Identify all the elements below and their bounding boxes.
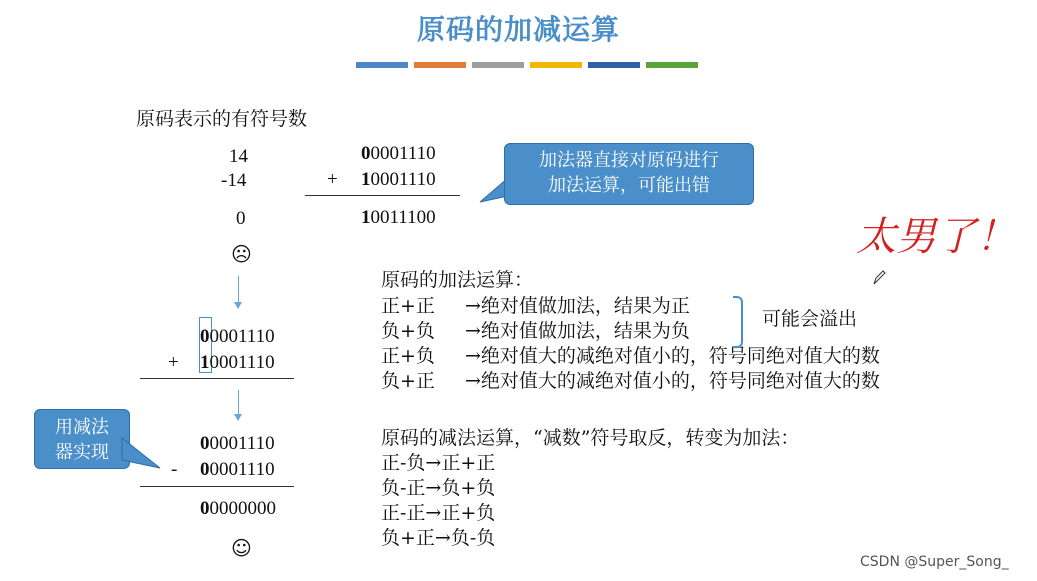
overflow-bracket xyxy=(733,296,743,348)
binary-operand-1 xyxy=(200,433,275,455)
operator-minus: - xyxy=(171,459,178,480)
magnitude-bits: 0001110 xyxy=(209,459,275,480)
callout-line: 加法运算，可能出错 xyxy=(548,175,710,196)
add-rule-text: →绝对值做加法，结果为负 xyxy=(465,320,690,342)
magnitude-bits: 0001110 xyxy=(209,433,275,454)
pen-cursor-icon xyxy=(872,270,886,286)
add-rule-text: →绝对值大的减绝对值小的，符号同绝对值大的数 xyxy=(465,370,880,392)
color-bar-5 xyxy=(588,62,640,68)
arrow-down-2-head xyxy=(234,414,242,421)
sign-bit: 0 xyxy=(200,326,210,347)
color-bar-3 xyxy=(472,62,524,68)
sub-rule: 负-正→负+负 xyxy=(381,477,496,499)
smile-face-icon: ☺ xyxy=(231,536,252,560)
callout-line: 用减法 xyxy=(55,417,109,438)
color-bar-2 xyxy=(414,62,466,68)
color-bars xyxy=(356,62,698,68)
magnitude-bits: 0000000 xyxy=(209,498,276,519)
callout-pointer xyxy=(120,436,164,470)
binary-operand-1 xyxy=(200,326,275,348)
sub-rules-heading: 原码的减法运算，“减数”符号取反，转变为加法： xyxy=(381,427,800,449)
magnitude-bits: 0001110 xyxy=(370,169,436,190)
add-rule-case: 负+负 xyxy=(381,320,435,342)
sign-bit: 1 xyxy=(361,169,371,190)
decimal-result: 0 xyxy=(236,208,246,229)
magnitude-bits: 0001110 xyxy=(370,143,436,164)
operator-plus: + xyxy=(327,169,338,190)
color-bar-6 xyxy=(646,62,698,68)
sum-line xyxy=(305,195,460,196)
magnitude-bits: 0001110 xyxy=(209,352,275,373)
sub-rule: 正-负→正+正 xyxy=(381,452,496,474)
callout-use-subtractor xyxy=(34,409,130,469)
callout-line: 器实现 xyxy=(55,442,109,463)
watermark: CSDN @Super_Song_ xyxy=(860,554,1009,570)
color-bar-1 xyxy=(356,62,408,68)
callout-line: 加法器直接对原码进行 xyxy=(539,150,719,171)
binary-result xyxy=(361,207,436,229)
sign-bit: 0 xyxy=(361,143,371,164)
sign-bit: 1 xyxy=(200,352,210,373)
overflow-note: 可能会溢出 xyxy=(762,308,858,330)
sub-rule: 正-正→正+负 xyxy=(381,502,496,524)
color-bar-4 xyxy=(530,62,582,68)
handwritten-note: 太男了！ xyxy=(856,214,1016,260)
binary-operand-1 xyxy=(361,143,436,165)
add-rules-heading: 原码的加法运算： xyxy=(381,269,534,291)
binary-operand-2 xyxy=(361,169,436,191)
sub-rule: 负+正→负-负 xyxy=(381,527,496,549)
sign-bit: 0 xyxy=(200,459,210,480)
sign-bit: 0 xyxy=(200,433,210,454)
sad-face-icon: ☹ xyxy=(231,242,252,266)
add-rule-case: 正+正 xyxy=(381,295,435,317)
add-rule-text: →绝对值做加法，结果为正 xyxy=(465,295,690,317)
sum-line xyxy=(140,378,294,379)
page-title: 原码的加减运算 xyxy=(416,13,620,46)
add-rule-text: →绝对值大的减绝对值小的，符号同绝对值大的数 xyxy=(465,345,880,367)
sign-bit: 0 xyxy=(200,498,210,519)
arrow-down-1-head xyxy=(234,302,242,309)
binary-operand-2 xyxy=(200,459,275,481)
add-rule-case: 正+负 xyxy=(381,345,435,367)
arrow-down-1 xyxy=(238,276,239,302)
sum-line xyxy=(140,486,294,487)
decimal-operand-1: 14 xyxy=(229,146,248,167)
decimal-operand-2: -14 xyxy=(221,170,247,191)
callout-add-error xyxy=(504,143,754,205)
arrow-down-2 xyxy=(238,390,239,414)
binary-operand-2 xyxy=(200,352,275,374)
magnitude-bits: 0001110 xyxy=(209,326,275,347)
operator-plus: + xyxy=(168,352,179,373)
binary-result xyxy=(200,498,276,520)
add-rule-case: 负+正 xyxy=(381,370,435,392)
magnitude-bits: 0011100 xyxy=(370,207,436,228)
section-subtitle: 原码表示的有符号数 xyxy=(136,108,308,130)
sign-bit: 1 xyxy=(361,207,371,228)
